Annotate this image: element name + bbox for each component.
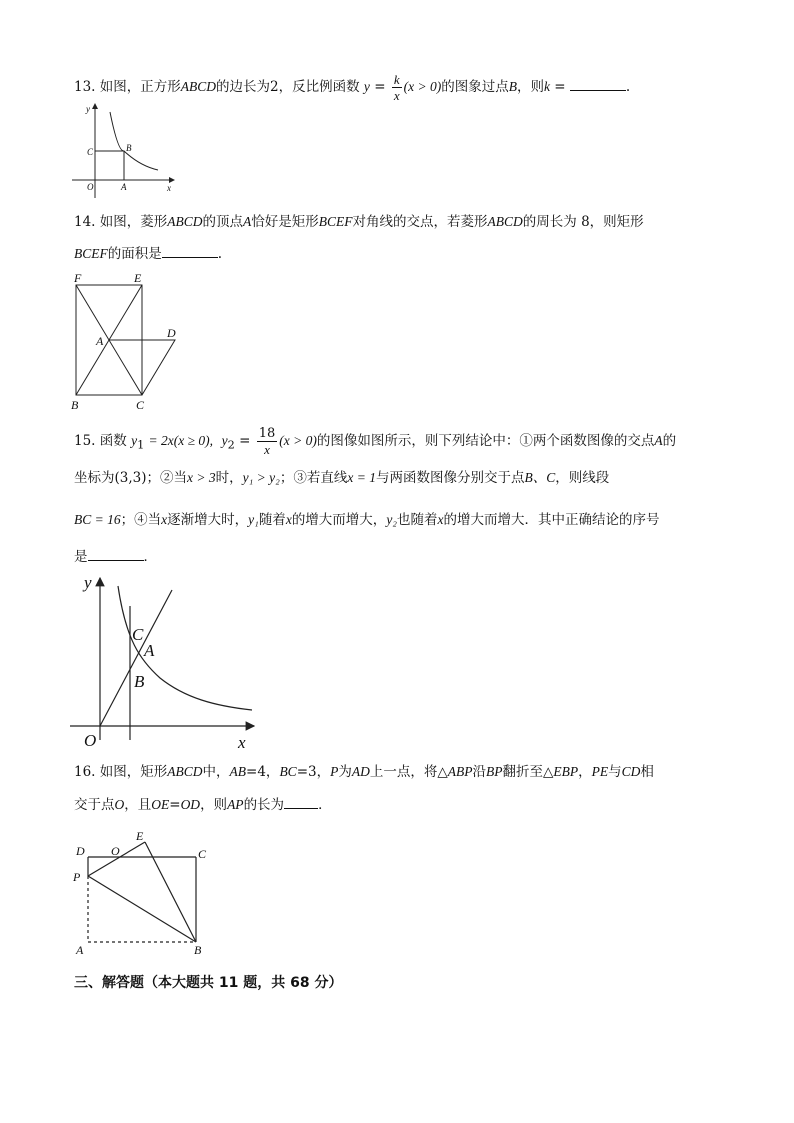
svg-text:B: B [134, 672, 145, 691]
svg-text:y: y [86, 104, 90, 114]
q15-figure [70, 570, 270, 750]
svg-text:C: C [198, 847, 207, 861]
q15-fraction: $\frac{18}{x}$ [258, 426, 276, 457]
svg-text:y: y [84, 573, 92, 592]
q16-text-line2: 交于点O，且OE=OD，则AP的长为 ． [74, 794, 332, 815]
q15-answer-blank[interactable] [88, 546, 144, 561]
q16-figure [70, 828, 230, 958]
q14-text-line2: BCEF的面积是 . [74, 243, 222, 264]
svg-text:B: B [126, 143, 132, 153]
svg-text:x: x [167, 183, 171, 193]
svg-text:O: O [84, 731, 97, 750]
svg-text:x: x [238, 733, 246, 752]
q13-figure [70, 100, 180, 200]
q16-answer-blank[interactable] [284, 794, 318, 809]
svg-text:E: E [136, 829, 144, 843]
q15-text-line4: 是 ． [74, 546, 157, 567]
q15-text-line2: 坐标为(3,3)；②当x > 3时，y₁ > y₂；③若直线x = 1与两函数图像分别交于点B、C，则线段 [74, 470, 610, 486]
q14-text-line1: 14. 如图，菱形ABCD的顶点A恰好是矩形BCEF对角线的交点，若菱形ABCD的周长为 8，则矩形 [74, 214, 644, 230]
svg-text:C: C [136, 398, 145, 412]
svg-text:A: A [121, 182, 127, 192]
svg-text:D: D [167, 326, 176, 340]
svg-text:A: A [76, 943, 84, 957]
svg-text:A: A [144, 641, 155, 660]
q15-text-line1: 15. 函数 $y_1 = 2x(x \ge 0)$, $y_2$ = $\frac{18}{x}$ (x > 0)的图像如图所示，则下列结论中：①两个函数图像的交点A的 [74, 426, 677, 457]
svg-text:D: D [76, 844, 85, 858]
q14-figure [70, 272, 190, 412]
svg-text:C: C [132, 625, 144, 644]
svg-text:B: B [71, 398, 79, 412]
svg-text:O: O [111, 844, 120, 858]
q14-number: 14. [74, 214, 96, 230]
svg-text:F: F [74, 271, 82, 285]
svg-text:A: A [96, 334, 104, 348]
q15-number: 15. [74, 433, 96, 449]
q13-number: 13. [74, 79, 96, 95]
q13-text: 13. 如图，正方形ABCD的边长为2，反比例函数 y = $\frac{k}{x}$ (x > 0)的图象过点B，则k = . [74, 72, 631, 103]
section-heading: 三、解答题（本大题共 11 题，共 68 分） [74, 975, 343, 991]
svg-text:B: B [194, 943, 202, 957]
q13-answer-blank[interactable] [570, 76, 626, 91]
svg-text:O: O [87, 182, 94, 192]
svg-text:C: C [87, 147, 94, 157]
q15-text-line3: BC = 16；④当x逐渐增大时，y₁随着x的增大而增大，y₂也随着x的增大而增大．其中正确结论的序号 [74, 512, 660, 528]
q16-number: 16. [74, 764, 96, 780]
svg-text:P: P [73, 870, 81, 884]
q16-text-line1: 16. 如图，矩形ABCD中，AB=4，BC=3，P为AD上一点，将△ABP沿BP翻折至△EBP，PE与CD相 [74, 764, 654, 780]
q13-fraction: $\frac{k}{x}$ [393, 72, 400, 103]
svg-text:E: E [134, 271, 142, 285]
q14-answer-blank[interactable] [162, 243, 218, 258]
